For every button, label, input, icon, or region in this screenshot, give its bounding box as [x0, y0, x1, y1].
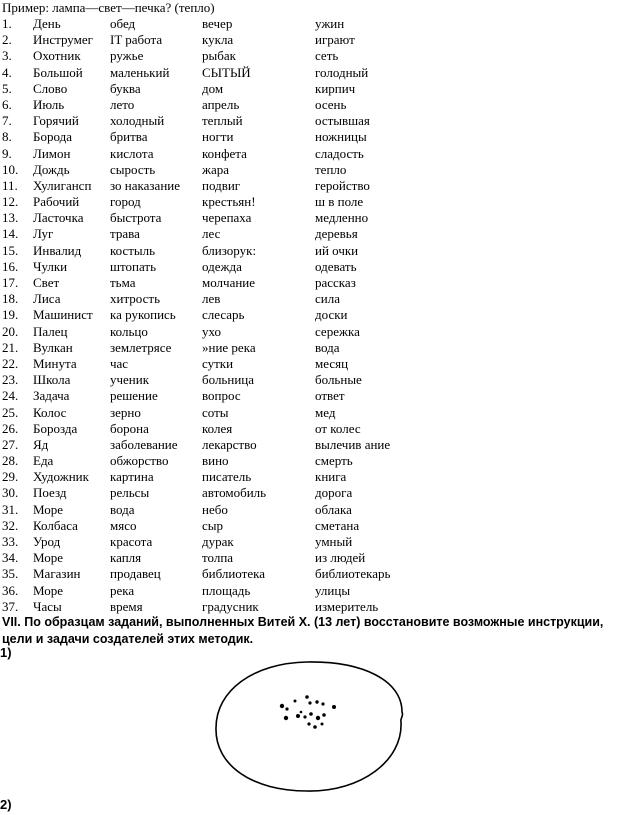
word-c: рыбак: [202, 48, 236, 64]
row-number: 21.: [2, 339, 19, 355]
table-row: [0, 372, 620, 388]
word-b: тьма: [110, 275, 136, 290]
table-row: [0, 324, 620, 340]
word-b: хитрость: [110, 291, 161, 307]
row-number: 30.: [2, 485, 19, 501]
word-a: Море: [33, 582, 64, 598]
word-b: заболевание: [110, 436, 178, 452]
word-a: Колбаса: [33, 517, 78, 533]
row-number: 12.: [2, 194, 19, 210]
answer: кирпич: [315, 80, 356, 96]
table-row: [0, 210, 620, 226]
word-c: колея: [202, 420, 233, 436]
row-number: 11.: [2, 177, 18, 193]
word-c: черепаха: [202, 210, 252, 226]
row-number: 22.: [2, 355, 19, 371]
row-number: 25.: [2, 404, 19, 420]
word-a: Задача: [33, 388, 70, 404]
word-b: сырость: [110, 161, 156, 177]
word-b: кольцо: [110, 323, 148, 339]
table-row: [0, 194, 620, 210]
answer: сладость: [315, 145, 364, 161]
word-b: трава: [110, 226, 140, 242]
word-b: продавец: [110, 566, 161, 582]
word-c: »ние река: [202, 339, 256, 355]
word-b: ка рукопись: [110, 307, 176, 323]
row-number: 1.: [2, 16, 12, 31]
table-row: [0, 453, 620, 469]
word-b: костыль: [110, 242, 156, 258]
row-number: 2.: [2, 32, 12, 48]
word-b: буква: [110, 80, 141, 96]
table-row: [0, 48, 620, 64]
word-c: вопрос: [202, 388, 241, 404]
row-number: 16.: [2, 258, 19, 274]
answer: сережка: [315, 323, 360, 339]
row-number: 34.: [2, 550, 19, 566]
word-a: Яд: [33, 436, 49, 452]
word-c: вечер: [202, 16, 233, 31]
word-b: маленький: [110, 64, 170, 80]
word-a: Палец: [33, 323, 68, 339]
word-a: Поезд: [33, 485, 67, 501]
row-number: 28.: [2, 453, 19, 469]
answer: из людей: [315, 550, 366, 566]
table-row: [0, 162, 620, 178]
word-a: Инструмег: [33, 32, 93, 48]
word-a: Колос: [33, 404, 67, 420]
answer: вода: [315, 339, 340, 355]
word-b: город: [110, 194, 141, 210]
row-number: 33.: [2, 534, 19, 549]
answer: осень: [315, 96, 347, 112]
word-c: СЫТЫЙ: [202, 64, 251, 80]
word-a: Охотник: [33, 48, 81, 64]
answer: вылечив ание: [315, 436, 391, 452]
word-a: Луг: [33, 226, 54, 242]
word-b: IT работа: [110, 32, 163, 48]
word-a: Инвалид: [33, 242, 82, 258]
table-row: [0, 178, 620, 194]
row-number: 13.: [2, 210, 19, 226]
word-a: Рабочий: [33, 194, 80, 210]
word-b: зо наказание: [110, 177, 181, 193]
answer: улицы: [315, 582, 351, 598]
word-c: сутки: [202, 355, 234, 371]
word-c: больница: [202, 372, 254, 388]
word-c: жара: [202, 161, 230, 177]
word-b: река: [110, 582, 135, 598]
answer: сеть: [315, 48, 339, 64]
hand-drawn-circle-with-dots: [212, 660, 412, 795]
table-row: [0, 534, 620, 550]
answer: ий очки: [315, 242, 359, 258]
answer: геройство: [315, 177, 370, 193]
row-number: 24.: [2, 388, 19, 404]
row-number: 15.: [2, 242, 19, 258]
table-row: [0, 146, 620, 162]
answer: деревья: [315, 226, 358, 242]
word-b: красота: [110, 534, 153, 549]
word-a: Магазин: [33, 566, 81, 582]
table-row: [0, 226, 620, 242]
row-number: 3.: [2, 48, 12, 64]
table-row: [0, 599, 620, 615]
word-c: толпа: [202, 550, 234, 566]
table-row: [0, 113, 620, 129]
table-row: [0, 81, 620, 97]
word-c: одежда: [202, 258, 242, 274]
word-b: обед: [110, 16, 136, 31]
word-b: лето: [110, 96, 135, 112]
answer: больные: [315, 372, 362, 388]
row-number: 29.: [2, 469, 19, 485]
row-number: 14.: [2, 226, 19, 242]
analogy-table: [0, 16, 620, 615]
word-a: Борода: [33, 129, 72, 145]
table-row: [0, 275, 620, 291]
word-b: вода: [110, 501, 135, 517]
word-c: лес: [202, 226, 221, 242]
row-number: 4.: [2, 64, 12, 80]
answer: ответ: [315, 388, 345, 404]
word-c: близорук:: [202, 242, 257, 258]
word-a: Еда: [33, 453, 54, 469]
answer: измеритель: [315, 598, 379, 614]
item-label-2: 2): [0, 797, 12, 812]
answer: медленно: [315, 210, 369, 226]
row-number: 31.: [2, 501, 19, 517]
word-c: апрель: [202, 96, 240, 112]
table-row: [0, 243, 620, 259]
table-row: [0, 421, 620, 437]
item-label-1: 1): [0, 645, 12, 660]
word-c: молчание: [202, 275, 256, 290]
answer: книга: [315, 469, 347, 485]
answer: мед: [315, 404, 336, 420]
word-b: капля: [110, 550, 142, 566]
word-b: кислота: [110, 145, 154, 161]
word-c: ухо: [202, 323, 222, 339]
answer: сила: [315, 291, 340, 307]
word-c: ногти: [202, 129, 234, 145]
answer: голодный: [315, 64, 369, 80]
answer: месяц: [315, 355, 349, 371]
row-number: 32.: [2, 517, 19, 533]
row-number: 18.: [2, 291, 19, 307]
answer: сметана: [315, 517, 360, 533]
row-number: 17.: [2, 275, 19, 290]
word-b: холодный: [110, 113, 165, 129]
word-c: дом: [202, 80, 224, 96]
word-b: час: [110, 355, 129, 371]
word-a: Хулиганcп: [33, 177, 92, 193]
table-row: [0, 32, 620, 48]
word-a: Чулки: [33, 258, 68, 274]
answer: дорога: [315, 485, 353, 501]
row-number: 19.: [2, 307, 19, 323]
section-title: VII. По образцам заданий, выполненных Витей Х. (13 лет) восстановите возможные инструкции, цели и задачи создателей этих методик.: [2, 615, 604, 646]
word-c: теплый: [202, 113, 243, 129]
answer: ножницы: [315, 129, 367, 145]
row-number: 6.: [2, 96, 12, 112]
word-c: автомобиль: [202, 485, 267, 501]
table-row: [0, 518, 620, 534]
word-c: сыр: [202, 517, 224, 533]
table-row: [0, 65, 620, 81]
word-b: мясо: [110, 517, 137, 533]
word-c: градусник: [202, 598, 259, 614]
answer: умный: [315, 534, 353, 549]
table-row: [0, 340, 620, 356]
word-c: слесарь: [202, 307, 245, 323]
table-row: [0, 388, 620, 404]
table-row: [0, 307, 620, 323]
answer: играют: [315, 32, 355, 48]
word-a: Ласточка: [33, 210, 84, 226]
row-number: 9.: [2, 145, 12, 161]
word-a: Урод: [33, 534, 61, 549]
word-c: дурак: [202, 534, 234, 549]
word-b: зерно: [110, 404, 141, 420]
table-row: [0, 583, 620, 599]
word-a: Лиса: [33, 291, 61, 307]
word-b: ученик: [110, 372, 150, 388]
word-b: борона: [110, 420, 149, 436]
answer: ш в поле: [315, 194, 364, 210]
word-a: Часы: [33, 598, 62, 614]
answer: библиотекарь: [315, 566, 391, 582]
word-c: подвиг: [202, 177, 241, 193]
word-b: картина: [110, 469, 154, 485]
word-c: лекарство: [202, 436, 257, 452]
table-row: [0, 356, 620, 372]
table-row: [0, 291, 620, 307]
word-b: быстрота: [110, 210, 162, 226]
row-number: 35.: [2, 566, 19, 582]
word-b: ружье: [110, 48, 144, 64]
table-row: [0, 129, 620, 145]
word-c: библиотека: [202, 566, 265, 582]
row-number: 5.: [2, 80, 12, 96]
answer: одевать: [315, 258, 357, 274]
word-c: кукла: [202, 32, 234, 48]
answer: от колес: [315, 420, 361, 436]
answer: рассказ: [315, 275, 356, 290]
table-row: [0, 566, 620, 582]
table-row: [0, 550, 620, 566]
word-a: Борозда: [33, 420, 78, 436]
table-row: [0, 259, 620, 275]
answer: облака: [315, 501, 352, 517]
row-number: 37.: [2, 598, 19, 614]
word-b: решение: [110, 388, 158, 404]
word-a: День: [33, 16, 61, 31]
answer: смерть: [315, 453, 353, 469]
word-a: Свет: [33, 275, 60, 290]
row-number: 20.: [2, 323, 19, 339]
word-a: Море: [33, 550, 64, 566]
word-a: Большой: [33, 64, 83, 80]
answer: доски: [315, 307, 348, 323]
word-a: Минута: [33, 355, 77, 371]
answer: ужин: [315, 16, 345, 31]
word-c: вино: [202, 453, 229, 469]
table-row: [0, 16, 620, 32]
table-row: [0, 97, 620, 113]
word-a: Машинист: [33, 307, 93, 323]
word-c: писатель: [202, 469, 252, 485]
word-b: штопать: [110, 258, 157, 274]
word-a: Художник: [33, 469, 89, 485]
word-a: Лимон: [33, 145, 71, 161]
word-b: обжорство: [110, 453, 169, 469]
table-row: [0, 485, 620, 501]
row-number: 10.: [2, 161, 19, 177]
row-number: 8.: [2, 129, 12, 145]
answer: тепло: [315, 161, 347, 177]
row-number: 27.: [2, 436, 19, 452]
word-a: Дождь: [33, 161, 70, 177]
answer: остывшая: [315, 113, 370, 129]
table-row: [0, 437, 620, 453]
word-b: бритва: [110, 129, 148, 145]
row-number: 7.: [2, 113, 12, 129]
word-b: время: [110, 598, 143, 614]
word-a: Слово: [33, 80, 68, 96]
table-row: [0, 405, 620, 421]
word-c: площадь: [202, 582, 251, 598]
word-b: рельсы: [110, 485, 150, 501]
word-a: Море: [33, 501, 64, 517]
word-c: крестьян!: [202, 194, 256, 210]
table-row: [0, 502, 620, 518]
word-c: лев: [202, 291, 221, 307]
word-a: Июль: [33, 96, 65, 112]
word-c: небо: [202, 501, 228, 517]
example-header: Пример: лампа—свет—печка? (тепло): [2, 0, 215, 15]
word-a: Вулкан: [33, 339, 73, 355]
row-number: 36.: [2, 582, 19, 598]
row-number: 23.: [2, 372, 19, 388]
word-a: Горячий: [33, 113, 79, 129]
word-c: соты: [202, 404, 229, 420]
word-a: Школа: [33, 372, 71, 388]
word-c: конфета: [202, 145, 247, 161]
word-b: землетрясе: [110, 339, 172, 355]
table-row: [0, 469, 620, 485]
row-number: 26.: [2, 420, 19, 436]
